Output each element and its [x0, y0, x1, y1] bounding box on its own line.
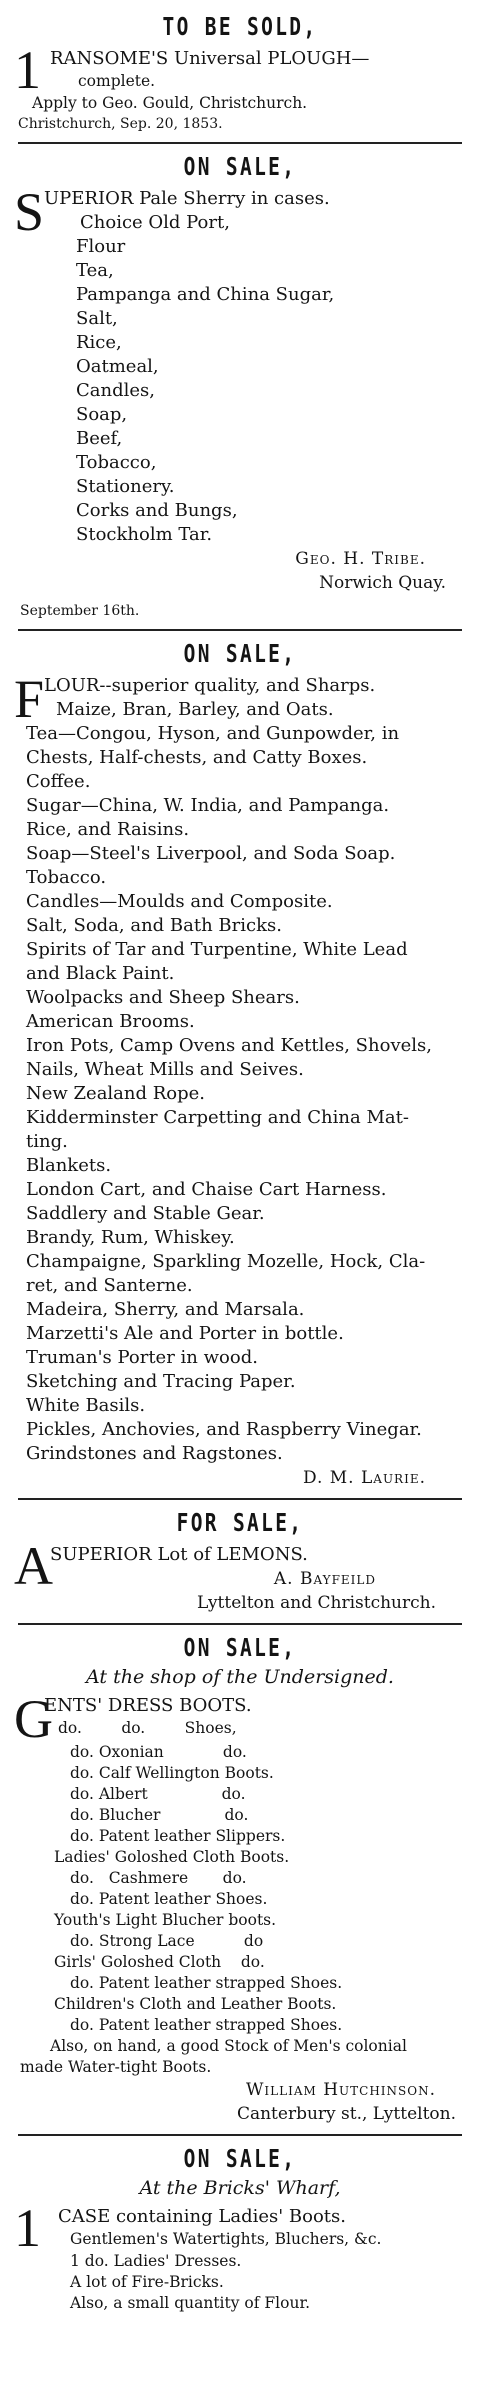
- ad-line: Pickles, Anchovies, and Raspberry Vinegar.: [26, 1419, 422, 1440]
- ad-line: do. Calf Wellington Boots.: [70, 1764, 274, 1782]
- ad-line: Rice,: [76, 332, 122, 353]
- ad-line: Truman's Porter in wood.: [26, 1347, 258, 1368]
- ad-line: do. Cashmere do.: [70, 1869, 247, 1887]
- ad-line: Sketching and Tracing Paper.: [26, 1371, 296, 1392]
- ad-line: do. Patent leather Slippers.: [70, 1827, 286, 1845]
- ad-line: ting.: [26, 1131, 68, 1152]
- ad-line: Flour: [76, 236, 126, 257]
- ad-line: Tea,: [76, 260, 114, 281]
- ad-signature: William Hutchinson.: [245, 2080, 436, 2100]
- ad-line: Kidderminster Carpetting and China Mat-: [26, 1107, 409, 1128]
- drop-cap: F: [14, 669, 45, 729]
- ad-line: ret, and Santerne.: [26, 1275, 193, 1296]
- ad-line: Tobacco,: [76, 452, 157, 473]
- ad-address: Canterbury st., Lyttelton.: [236, 2104, 456, 2124]
- ad-line: do. Patent leather Shoes.: [70, 1890, 268, 1908]
- ad-line: Salt,: [76, 308, 118, 329]
- ad-line: Candles—Moulds and Composite.: [26, 891, 333, 912]
- ad-heading: FOR SALE,: [176, 1508, 304, 1537]
- ad-body: [14, 40, 466, 100]
- ad-line: Ladies' Goloshed Cloth Boots.: [54, 1848, 290, 1866]
- ad-line: New Zealand Rope.: [26, 1083, 206, 1104]
- ad-body: [14, 669, 466, 729]
- ad-line: Woolpacks and Sheep Shears.: [26, 987, 300, 1008]
- ad-line: Maize, Bran, Barley, and Oats.: [56, 699, 334, 720]
- ad-body: [14, 182, 466, 242]
- drop-cap: S: [14, 182, 45, 242]
- ad-date: September 16th.: [20, 603, 140, 619]
- ad-address: Lyttelton and Christchurch.: [196, 1593, 436, 1613]
- ad-signature: D. M. Laurie.: [302, 1468, 426, 1488]
- ad-line: American Brooms.: [26, 1011, 195, 1032]
- ad-text: [44, 674, 466, 722]
- ad-line: do. Patent leather strapped Shoes.: [70, 2016, 343, 2034]
- ad-line: Coffee.: [26, 771, 91, 792]
- ad-line: Brandy, Rum, Whiskey.: [26, 1227, 235, 1248]
- ad-for-sale-lemons: [14, 1508, 466, 1615]
- ad-line: do. Blucher do.: [70, 1806, 249, 1824]
- divider: [18, 1623, 462, 1625]
- ad-line: SUPERIOR Lot of LEMONS.: [50, 1544, 308, 1565]
- ad-heading: ON SALE,: [183, 639, 297, 668]
- ad-line: Oatmeal,: [76, 356, 159, 377]
- ad-line: Stationery.: [76, 476, 175, 497]
- ad-text: [44, 1694, 466, 1739]
- ad-signature: A. Bayfeild: [273, 1569, 376, 1589]
- ad-line: Blankets.: [26, 1155, 112, 1176]
- ad-line: do. Strong Lace do: [70, 1932, 264, 1950]
- ad-line: Soap,: [76, 404, 128, 425]
- ad-line: Also, a small quantity of Flour.: [70, 2294, 311, 2312]
- divider: [18, 1498, 462, 1500]
- ad-to-be-sold: [14, 12, 466, 134]
- ad-line: Salt, Soda, and Bath Bricks.: [26, 915, 282, 936]
- ad-text: [50, 47, 466, 92]
- ad-line: Apply to Geo. Gould, Christchurch.: [32, 94, 308, 112]
- ad-on-sale-general-goods: [14, 639, 466, 1490]
- ad-on-sale-boots: [14, 1633, 466, 2126]
- ad-line: Champaigne, Sparkling Mozelle, Hock, Cla-: [26, 1251, 426, 1272]
- ad-line: do. Patent leather strapped Shoes.: [70, 1974, 343, 1992]
- ad-line: Sugar—China, W. India, and Pampanga.: [26, 795, 390, 816]
- ad-line: do. Albert do.: [70, 1785, 246, 1803]
- divider: [18, 629, 462, 631]
- ad-body: [14, 1689, 466, 1749]
- ad-line: White Basils.: [26, 1395, 146, 1416]
- ad-line: Beef,: [76, 428, 123, 449]
- drop-cap: 1: [14, 2198, 41, 2258]
- ad-heading: ON SALE,: [183, 2144, 297, 2173]
- ad-line: Soap—Steel's Liverpool, and Soda Soap.: [26, 843, 396, 864]
- ad-address: Norwich Quay.: [319, 573, 446, 593]
- ad-body: [14, 1536, 466, 1596]
- ad-line: Rice, and Raisins.: [26, 819, 190, 840]
- ad-line: Marzetti's Ale and Porter in bottle.: [26, 1323, 344, 1344]
- ad-line: Candles,: [76, 380, 155, 401]
- ad-text: [44, 187, 466, 235]
- ad-on-sale-bricks-wharf: [14, 2144, 466, 2314]
- ad-line: A lot of Fire-Bricks.: [70, 2273, 224, 2291]
- ad-subheading: At the Bricks' Wharf,: [139, 2177, 341, 2199]
- ad-line: Saddlery and Stable Gear.: [26, 1203, 265, 1224]
- ad-line: Stockholm Tar.: [76, 524, 213, 545]
- ad-line: Corks and Bungs,: [76, 500, 238, 521]
- ad-line: and Black Paint.: [26, 963, 175, 984]
- ad-line: Also, on hand, a good Stock of Men's colonial: [50, 2037, 407, 2055]
- ad-line: Tobacco.: [26, 867, 107, 888]
- ad-heading: ON SALE,: [183, 152, 297, 181]
- ad-text: [50, 2205, 466, 2250]
- ad-line: Tea—Congou, Hyson, and Gunpowder, in: [26, 723, 400, 744]
- ad-line: Pampanga and China Sugar,: [76, 284, 335, 305]
- ad-line: Children's Cloth and Leather Boots.: [54, 1995, 337, 2013]
- ad-line: Grindstones and Ragstones.: [26, 1443, 283, 1464]
- ad-body: [14, 2198, 466, 2258]
- ad-subheading: At the shop of the Undersigned.: [86, 1666, 394, 1688]
- ad-line: ENTS' DRESS BOOTS.: [44, 1695, 252, 1716]
- ad-text: [50, 1543, 466, 1591]
- ad-line: 1 do. Ladies' Dresses.: [70, 2252, 242, 2270]
- ad-line: Madeira, Sherry, and Marsala.: [26, 1299, 305, 1320]
- ad-line: made Water-tight Boots.: [20, 2058, 212, 2076]
- ad-line: do. Oxonian do.: [70, 1743, 247, 1761]
- ad-line: London Cart, and Chaise Cart Harness.: [26, 1179, 387, 1200]
- ad-heading: ON SALE,: [183, 1633, 297, 1662]
- divider: [18, 142, 462, 144]
- ad-line: CASE containing Ladies' Boots.: [58, 2206, 346, 2227]
- ad-line: Nails, Wheat Mills and Seives.: [26, 1059, 304, 1080]
- ad-line: Spirits of Tar and Turpentine, White Lead: [26, 939, 408, 960]
- ad-line: LOUR--superior quality, and Sharps.: [44, 675, 376, 696]
- ad-line: Youth's Light Blucher boots.: [54, 1911, 277, 1929]
- ad-line: RANSOME'S Universal PLOUGH—: [50, 48, 370, 69]
- ad-line: complete.: [78, 72, 156, 90]
- ad-line: Gentlemen's Watertights, Bluchers, &c.: [70, 2230, 382, 2248]
- ad-line: do. do. Shoes,: [58, 1719, 237, 1737]
- ad-line: Iron Pots, Camp Ovens and Kettles, Shovels,: [26, 1035, 432, 1056]
- ad-on-sale-sherry: [14, 152, 466, 621]
- drop-cap: G: [14, 1689, 53, 1749]
- drop-cap: 1: [14, 40, 41, 100]
- ad-dateline: Christchurch, Sep. 20, 1853.: [18, 116, 223, 132]
- ad-line: Choice Old Port,: [80, 212, 230, 233]
- drop-cap: A: [14, 1536, 53, 1596]
- ad-line: Chests, Half-chests, and Catty Boxes.: [26, 747, 368, 768]
- divider: [18, 2134, 462, 2136]
- ad-signature: Geo. H. Tribe.: [295, 549, 426, 569]
- ad-line: Girls' Goloshed Cloth do.: [54, 1953, 265, 1971]
- ad-line: UPERIOR Pale Sherry in cases.: [44, 188, 330, 209]
- ad-heading: TO BE SOLD,: [162, 12, 318, 41]
